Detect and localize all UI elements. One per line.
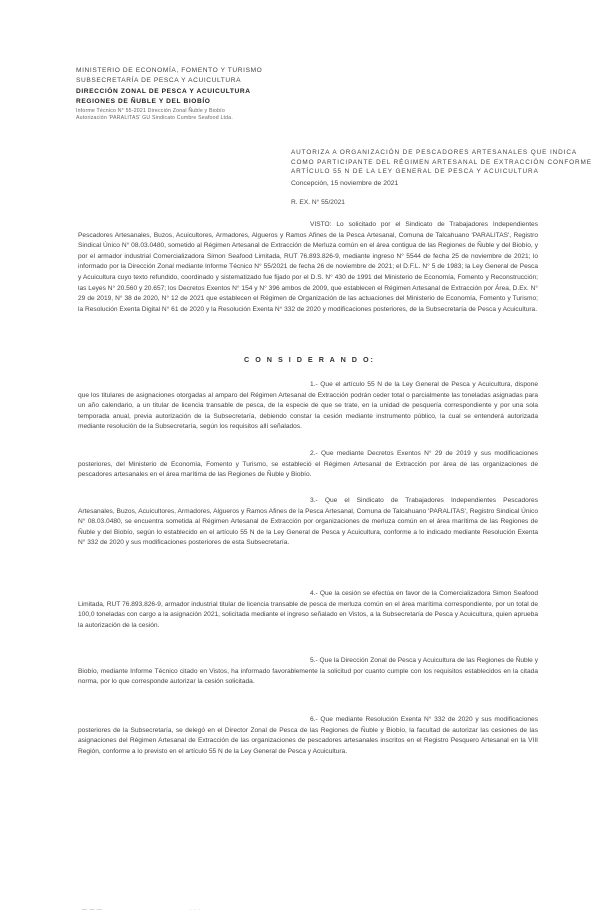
considerando-5: 5.- Que la Dirección Zonal de Pesca y Acuicultura de las Regiones de Ñuble y Biobío, mediante Informe Técnico citado en Vistos, ha informado favorablemente la solicitud por cuanto cumple con los requisitos establecidos en la citada norma, por lo que corresponde autorizar la cesión solicitada. <box>78 657 538 686</box>
resolution-title <box>291 148 592 177</box>
footer-mark-left: — — — <box>82 907 103 913</box>
considerando-2: 2.- Que mediante Decretos Exentos N° 29 de 2019 y sus modificaciones posteriores, del Ministerio de Economía, Fomento y Turismo, se estableció el Régimen Artesanal de Extracción por área de las organizaciones de pescadores artesanales en el área marítima de las Regiones de Ñuble y Biobío. <box>78 450 538 479</box>
considerando-6: 6.- Que mediante Resolución Exenta N° 332 de 2020 y sus modificaciones posteriores de la Subsecretaría, se delegó en el Director Zonal de Pesca de las Regiones de Ñuble y Biobío, la facultad de autorizar las cesiones de las asignaciones del Régimen Artesanal de Extracción de las organizaciones de pescadores artesanales inscritos en el Registro Pesquero Artesanal en la VIII Región, conforme a lo previsto en el artículo 55 N de la Ley General de Pesca y Acuicultura. <box>78 716 538 755</box>
considerando-3: 3.- Que el Sindicato de Trabajadores Independientes Pescadores Artesanales, Buzos, Acuicultores, Armadores, Algueros y Ramos Afines de la Pesca Artesanal, Comuna de Talcahuano 'PARALITAS', Registro Sindical Único N° 08.03.0480, se encuentra sometida al Régimen Artesanal de Extracción por organizaciones de merluza común en el área marítima de las Regiones de Ñuble y del Biobío, según lo establecido en el artículo 55 N de la Ley General de Pesca y Acuicultura, conforme a lo indicado mediante Resolución Exenta N° 332 de 2020 y sus modificaciones posteriores de esta Subsecretaría. <box>78 497 538 547</box>
letterhead <box>76 66 316 123</box>
reference-line-2: Autorización 'PARALITAS' GU Sindicato Cumbre Seafood Ltda. <box>76 115 233 122</box>
regions-name: REGIONES DE ÑUBLE Y DEL BIOBÍO <box>76 98 211 106</box>
footer-mark-right: · · · <box>190 907 201 913</box>
considerando-4: 4.- Que la cesión se efectúa en favor de la Comercializadora Simon Seafood Limitada, RUT 76.893.826-9, armador industrial titular de licencia transable de pesca de merluza común en el área marítima correspondiente, por un total de 100,0 toneladas con cargo a la asignación 2021, solicitada mediante el ingreso señalado en Vistos, a la Subsecretaría de Pesca y Acuicultura, quien aprueba la autorización de la cesión. <box>78 590 538 629</box>
zonal-directorate: DIRECCIÓN ZONAL DE PESCA Y ACUICULTURA <box>76 87 251 95</box>
considerando-heading: C O N S I D E R A N D O: <box>244 355 375 364</box>
reference-line-1: Informe Técnico N° 55-2021 Dirección Zonal Ñuble y Biobío <box>76 107 225 114</box>
issue-date: Concepción, 15 noviembre de 2021 <box>291 180 399 187</box>
undersecretary-name: SUBSECRETARÍA DE PESCA Y ACUICULTURA <box>76 77 242 85</box>
visto-paragraph: VISTO: Lo solicitado por el Sindicato de Trabajadores Independientes Pescadores Artesanales, Buzos, Acuicultores, Armadores, Algueros y Ramos Afines de la Pesca Artesanal, Comuna de Talcahuano 'PARALITAS', Registro Sindical Único N° 08.03.0480, sometido al Régimen Artesanal de Extracción de Merluza común en el área contigua de las Regiones de Ñuble y del Biobío, y por el armador industrial Comercializadora Simon Seafood Limitada, RUT 76.893.826-9, mediante ingreso N° 5544 de fecha 25 de noviembre de 2021; lo informado por la Dirección Zonal mediante Informe Técnico N° 55/2021 de fecha 26 de noviembre de 2021; el D.F.L. N° 5 de 1983; la Ley General de Pesca y Acuicultura cuyo texto refundido, coordinado y sistematizado fue fijado por el D.S. N° 430 de 1991 del Ministerio de Economía, Fomento y Reconstrucción; las Leyes N° 20.560 y 20.657; los Decretos Exentos N° 154 y N° 396 ambos de 2009, que establecen el Régimen Artesanal de Extracción por Área, D.Ex. N° 29 de 2019, N° 38 de 2020, N° 12 de 2021 que establecen el Régimen de Organización de las actuaciones del Ministerio de Economía, Fomento y Turismo; la Resolución Exenta Digital N° 61 de 2020 y la Resolución Exenta N° 332 de 2020 y modificaciones posteriores, de la Subsecretaría de Pesca y Acuicultura. <box>78 221 538 313</box>
resolution-number: R. EX. N° 55/2021 <box>291 199 345 206</box>
title-line-3: ARTÍCULO 55 N DE LA LEY GENERAL DE PESCA Y ACUICULTURA <box>291 168 539 176</box>
considerando-1: 1.- Que el artículo 55 N de la Ley General de Pesca y Acuicultura, dispone que los titulares de asignaciones otorgadas al amparo del Régimen Artesanal de Extracción podrán ceder total o parcialmente las toneladas asignadas para un año calendario, a un titular de licencia transable de pesca, de la especie de que se trate, en la unidad de pesquería correspondiente y por una sola temporada anual, previa autorización de la Subsecretaría, debiendo constar la cesión mediante instrumento público, la cual se entenderá autorizada mediante resolución de la Subsecretaría, según los requisitos allí señalados. <box>78 381 538 431</box>
title-line-2: COMO PARTICIPANTE DEL RÉGIMEN ARTESANAL DE EXTRACCIÓN CONFORME <box>291 158 592 166</box>
ministry-name: MINISTERIO DE ECONOMÍA, FOMENTO Y TURISMO <box>76 67 263 74</box>
title-line-1: AUTORIZA A ORGANIZACIÓN DE PESCADORES ARTESANALES QUE INDICA <box>291 149 578 156</box>
